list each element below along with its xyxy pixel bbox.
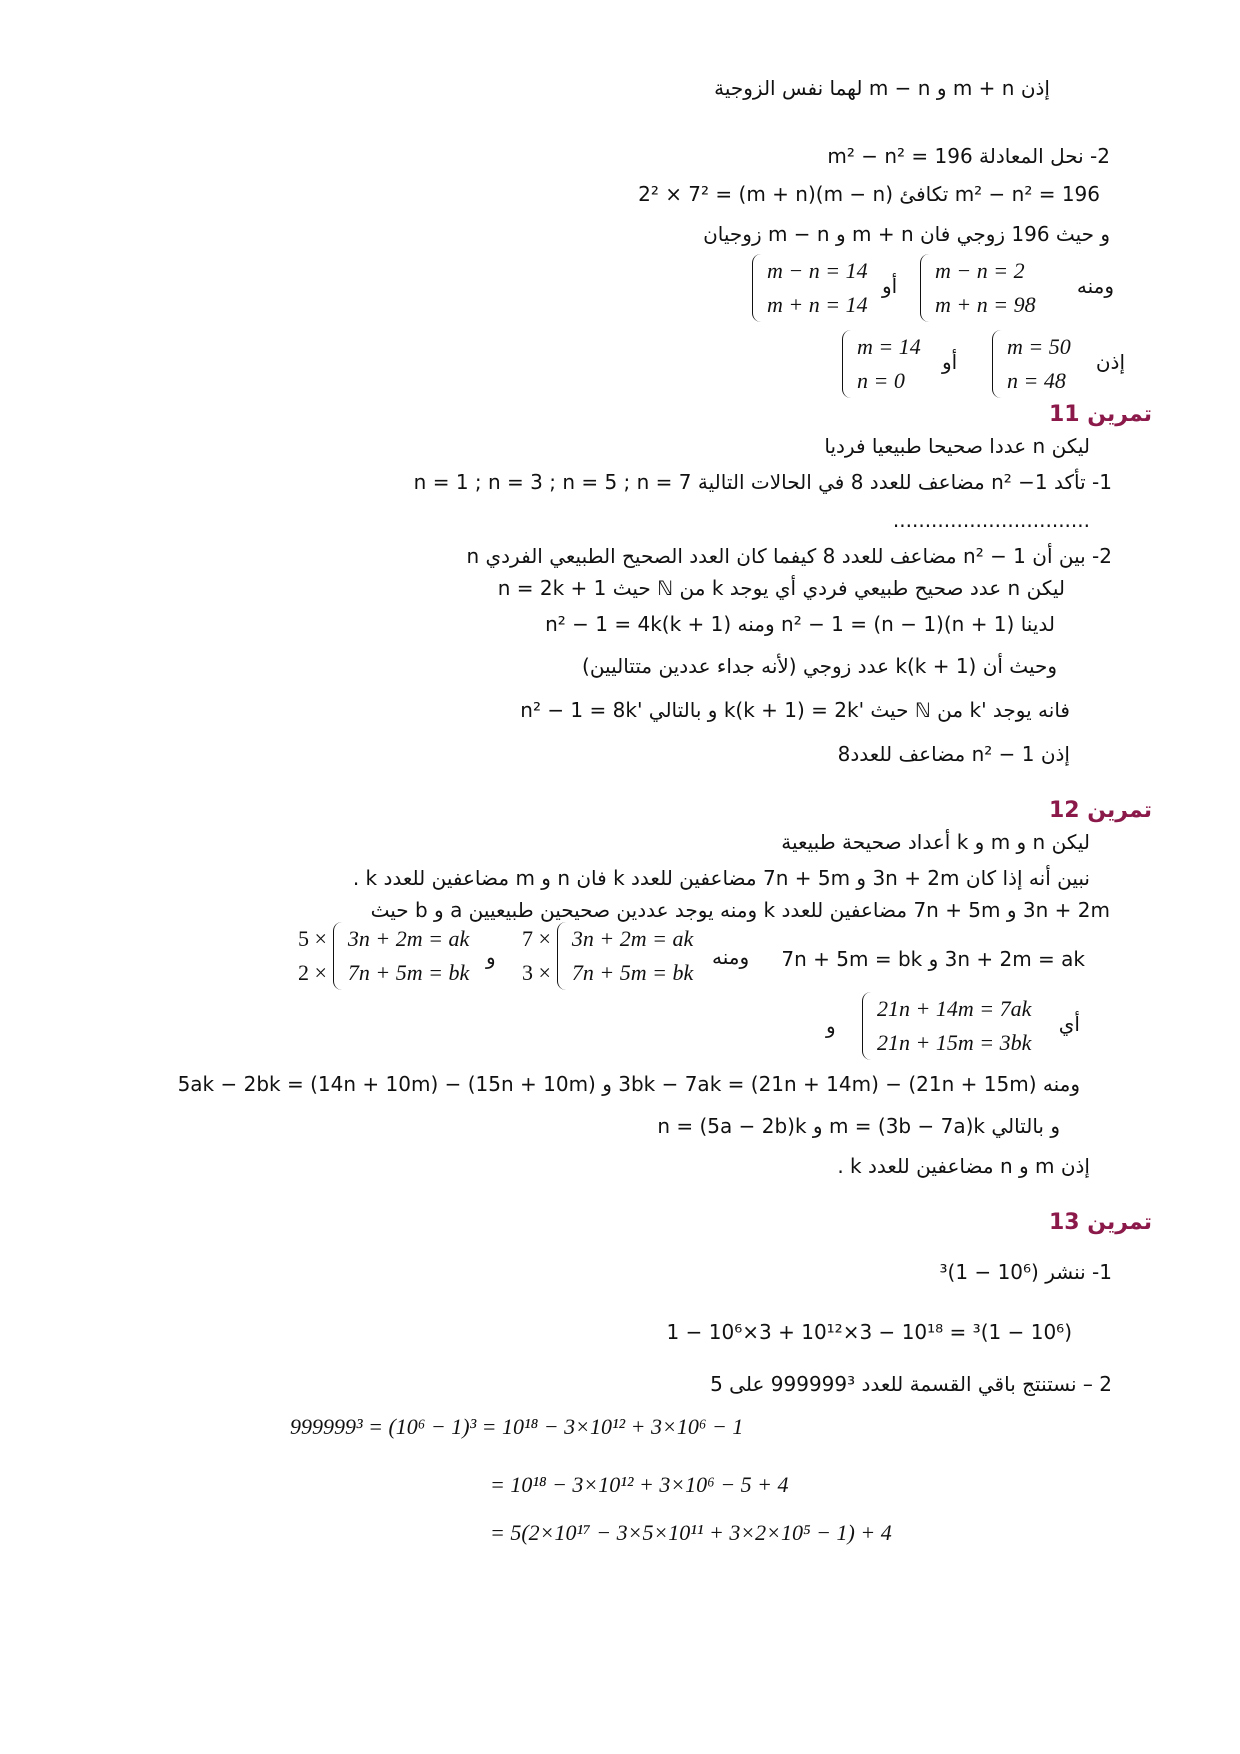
- system-b1-row: n = 48: [1007, 368, 1066, 393]
- ex11-line-5: ليكن n عدد صحيح طبيعي فردي أي يوجد k من ℕ حيث n = 2k + 1: [497, 576, 1065, 600]
- ex11-line-6: لدينا n² − 1 = (n − 1)(n + 1) ومنه n² − 1 = 4k(k + 1): [545, 612, 1055, 636]
- ex12-line-2: نبين أنه إذا كان 3n + 2m و 7n + 5m مضاعفين للعدد k فان n و m مضاعفين للعدد k .: [352, 866, 1090, 890]
- ex12-line-8: إذن m و n مضاعفين للعدد k .: [837, 1154, 1090, 1178]
- ex12-and-word-2: و: [826, 1014, 836, 1038]
- ex13-line-3: 2 – نستنتج باقي القسمة للعدد 999999³ على 5: [710, 1372, 1112, 1396]
- ex12-line-7: و بالتالي m = (3b − 7a)k و n = (5a − 2b)k: [657, 1114, 1060, 1138]
- ex13-line-5: = 10¹⁸ − 3×10¹² + 3×10⁶ − 5 + 4: [490, 1472, 789, 1497]
- system-b2: [842, 330, 921, 398]
- ex12-then-word: ومنه: [712, 945, 750, 969]
- system-a1: [920, 254, 1036, 322]
- ex13-line-4: 999999³ = (10⁶ − 1)³ = 10¹⁸ − 3×10¹² + 3×10⁶ − 1: [290, 1414, 744, 1439]
- ex11-line-8: فانه يوجد 'k من ℕ حيث 'k(k + 1) = 2k و بالتالي 'n² − 1 = 8k: [520, 698, 1070, 722]
- ex13-line-2: (10⁶ − 1)³ = 10¹⁸ − 3×10¹² + 3×10⁶ − 1: [666, 1320, 1072, 1344]
- exercise-11-title: تمرين 11: [1048, 402, 1152, 427]
- ex12-line-6: ومنه (21n + 15m) − (21n + 14m) = 3bk − 7ak و (15n + 10m) − (14n + 10m) = 5ak − 2bk: [177, 1072, 1080, 1096]
- ex13-line-1: 1- ننشر (10⁶ − 1)³: [939, 1260, 1112, 1284]
- system-a2: [752, 254, 868, 322]
- ex11-line-4: 2- بين أن n² − 1 مضاعف للعدد 8 كيفما كان العدد الصحيح الطبيعي الفردي n: [466, 544, 1112, 568]
- system-c2-row: 7n + 5m = bk: [347, 960, 470, 985]
- part2-or-word-2: أو: [942, 350, 958, 374]
- system-a2-row: m − n = 14: [767, 258, 868, 283]
- ex11-line-9: إذن n² − 1 مضاعف للعدد8: [837, 742, 1070, 766]
- system-b2-row: m = 14: [857, 334, 921, 359]
- system-a1-row: m + n = 98: [935, 292, 1036, 317]
- part2-hence-word: إذن: [1095, 350, 1125, 374]
- exercise-13-title: تمرين 13: [1048, 1210, 1152, 1235]
- part2-line-2: m² − n² = 196 تكافئ (m − n)(m + n) = 2² × 7²: [638, 182, 1100, 206]
- intro-line-1: إذن m + n و m − n لهما نفس الزوجية: [714, 76, 1050, 100]
- system-c1: [522, 922, 693, 990]
- ex11-line-7: وحيث أن k(k + 1) عدد زوجي (لأنه جداء عددين متتاليين): [582, 654, 1057, 678]
- part2-line-1: 2- نحل المعادلة m² − n² = 196: [827, 144, 1110, 168]
- system-b1: [992, 330, 1071, 398]
- system-c2-row: 3n + 2m = ak: [347, 926, 470, 951]
- ex11-line-2: 1- تأكد n² −1 مضاعف للعدد 8 في الحالات التالية n = 1 ; n = 3 ; n = 5 ; n = 7: [413, 470, 1112, 494]
- ex12-line-4-eqs: 3n + 2m = ak و 7n + 5m = bk: [781, 947, 1085, 971]
- part2-line-3: و حيث 196 زوجي فان m + n و m − n زوجيان: [703, 222, 1110, 246]
- system-c2: [298, 922, 469, 990]
- system-c1-row: 3n + 2m = ak: [571, 926, 694, 951]
- multiplier: 5 ×: [298, 926, 327, 951]
- ex12-line-1: ليكن n و m و k أعداد صحيحة طبيعية: [781, 830, 1090, 854]
- system-c1-row: 7n + 5m = bk: [571, 960, 694, 985]
- system-a1-row: m − n = 2: [935, 258, 1025, 283]
- system-b2-row: n = 0: [857, 368, 905, 393]
- ex13-line-6: = 5(2×10¹⁷ − 3×5×10¹¹ + 3×2×10⁵ − 1) + 4: [490, 1520, 892, 1545]
- multiplier: 3 ×: [522, 960, 551, 985]
- part2-then-word: ومنه: [1076, 274, 1114, 298]
- ex11-line-1: ليكن n عددا صحيحا طبيعيا فرديا: [824, 434, 1090, 458]
- multiplier: 2 ×: [298, 960, 327, 985]
- ex12-and-word: و: [486, 945, 496, 969]
- system-d: [862, 992, 1031, 1060]
- ex12-ie-word: أي: [1058, 1012, 1080, 1036]
- system-b1-row: m = 50: [1007, 334, 1071, 359]
- ex12-line-3: 3n + 2m و 7n + 5m مضاعفين للعدد k ومنه يوجد عددين صحيحين طبيعيين a و b حيث: [370, 898, 1110, 922]
- system-a2-row: m + n = 14: [767, 292, 868, 317]
- system-d-row: 21n + 15m = 3bk: [877, 1030, 1032, 1055]
- multiplier: 7 ×: [522, 926, 551, 951]
- ex11-line-3: ...............................: [892, 508, 1090, 532]
- system-d-row: 21n + 14m = 7ak: [877, 996, 1032, 1021]
- part2-or-word: أو: [882, 274, 898, 298]
- exercise-12-title: تمرين 12: [1048, 798, 1152, 823]
